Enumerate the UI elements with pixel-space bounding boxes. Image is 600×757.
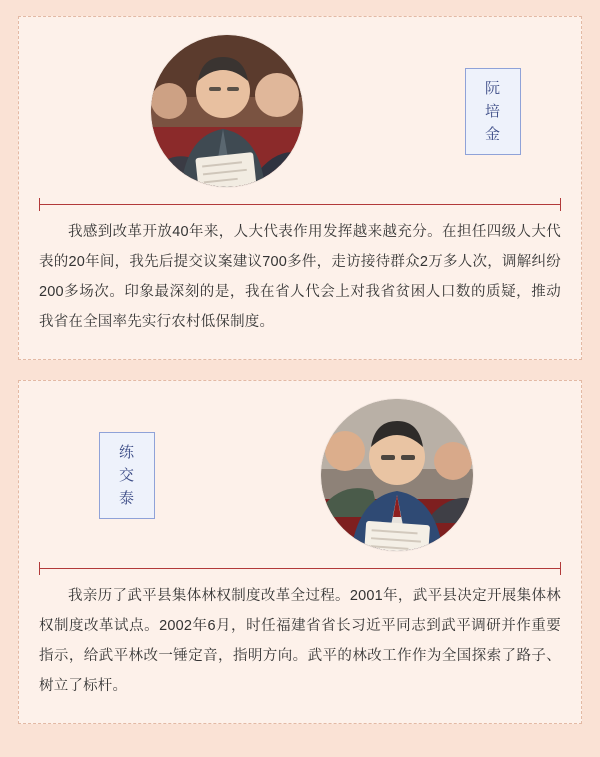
portrait-photo-2 — [321, 399, 473, 551]
divider-line — [39, 204, 561, 205]
quote-paragraph-2: 我亲历了武平县集体林权制度改革全过程。2001年，武平县决定开展集体林权制度改革试点。2002年6月，时任福建省省长习近平同志到武平调研并作重要指示，给武平林改一锤定音，指明方向。武平的林改工作作为全国探索了路子、树立了标杆。 — [39, 588, 561, 694]
person-name-1 — [465, 68, 521, 155]
name-char: 阮 — [484, 79, 501, 97]
profile-card-1 — [18, 16, 582, 360]
section-divider-1 — [39, 197, 561, 211]
name-char: 泰 — [118, 489, 135, 507]
card-header-2 — [39, 395, 561, 555]
name-char: 培 — [484, 102, 501, 120]
profile-card-2 — [18, 380, 582, 724]
person-name-2 — [99, 432, 155, 519]
divider-tick-right — [560, 562, 561, 575]
section-divider-2 — [39, 561, 561, 575]
divider-tick-right — [560, 198, 561, 211]
name-char: 交 — [118, 466, 135, 484]
name-char: 练 — [118, 443, 135, 461]
quote-paragraph-1: 我感到改革开放40年来，人大代表作用发挥越来越充分。在担任四级人大代表的20年间，我先后提交议案建议700多件，走访接待群众2万多人次，调解纠纷200多场次。印象最深刻的是，我在省人代会上对我省贫困人口数的质疑，推动我省在全国率先实行农村低保制度。 — [39, 224, 561, 330]
divider-tick-left — [39, 198, 40, 211]
divider-tick-left — [39, 562, 40, 575]
card-header-1 — [39, 31, 561, 191]
name-char: 金 — [484, 125, 501, 143]
portrait-photo-1 — [151, 35, 303, 187]
divider-line — [39, 568, 561, 569]
